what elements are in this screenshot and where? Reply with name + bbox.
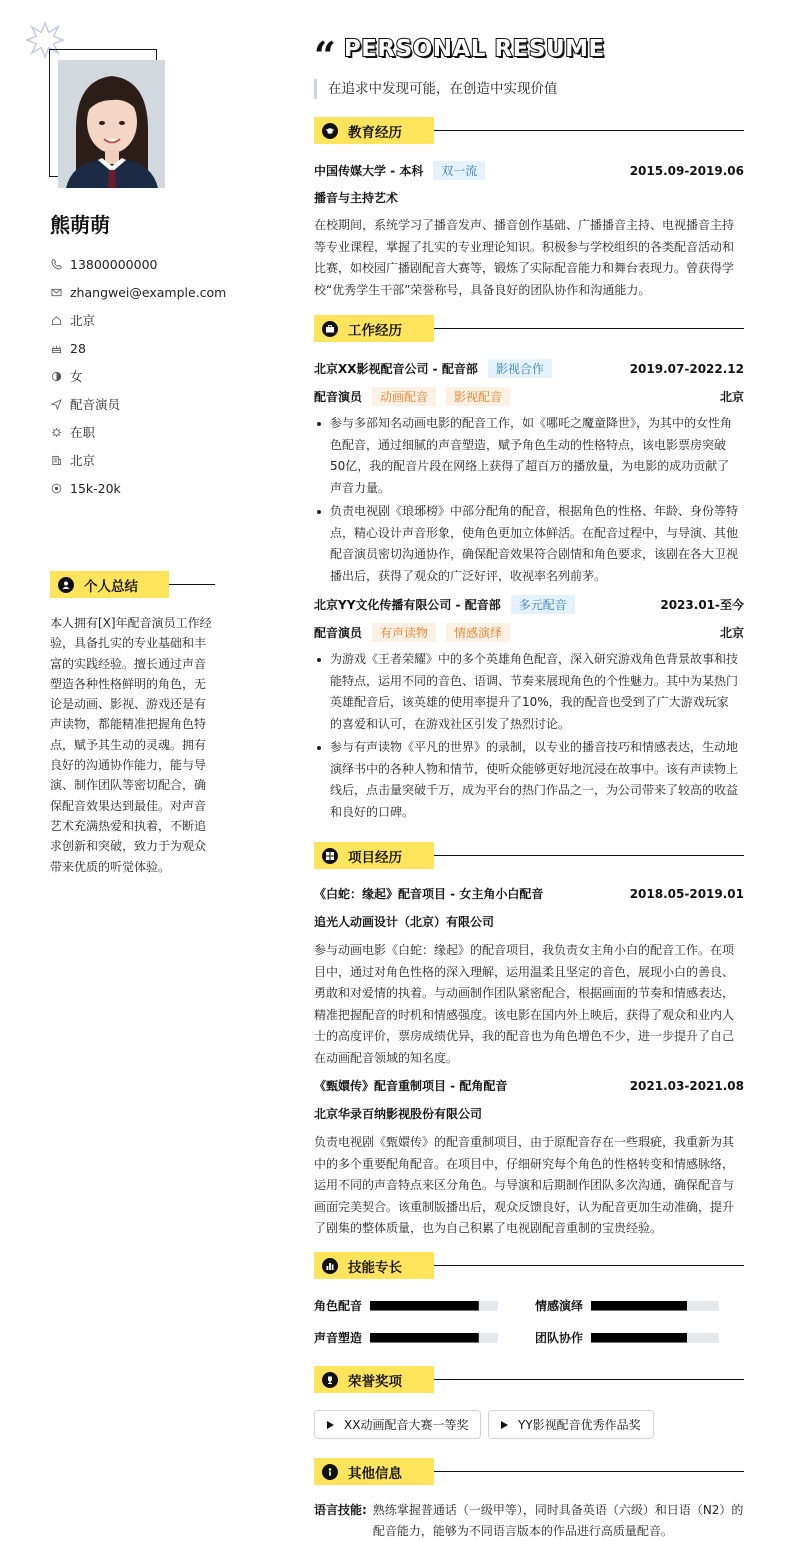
info-row-city (50, 446, 270, 474)
company-name: 北京XX影视配音公司 - 配音部 (314, 362, 478, 376)
section-divider (434, 130, 744, 131)
salary-icon (50, 482, 62, 494)
project-description: 参与动画电影《白蛇：缘起》的配音项目，我负责女主角小白的配音工作。在项目中，通过对角色性格的深入理解，运用温柔且坚定的音色，展现小白的善良、勇敢和对爱情的执着。与动画制作团队紧密配合，根据画面的节奏和情感表达，精准把握配音的时机和情感强度。该电影在国内外上映后，获得了观众和业内人士的高度评价，票房成绩优异，我的配音也为角色增色不少，进一步提升了自己在动画配音领域的知名度。 (314, 943, 735, 1065)
project-name: 《白蛇：缘起》配音项目 - 女主角小白配音 (314, 887, 544, 901)
project-org: 追光人动画设计（北京）有限公司 (314, 915, 495, 929)
skill-bar-fill (591, 1301, 687, 1311)
send-icon (50, 398, 62, 410)
summary-text: 本人拥有[X]年配音演员工作经验，具备扎实的专业基础和丰富的实践经验。擅长通过声音塑造各种性格鲜明的角色，无论是动画、影视、游戏还是有声读物，都能精准把握角色特点，赋予其生动的灵魂。拥有良好的沟通协作能力，能与导演、制作团队等密切配合，确保配音效果达到最佳。对声音艺术充满热爱和执着，不断追求创新和突破，致力于为观众带来优质的听觉体验。 (50, 616, 212, 874)
project-row (314, 885, 744, 902)
skill-name: 声音塑造 (314, 1331, 363, 1345)
school-badge: 双一流 (433, 161, 485, 180)
job-row (314, 595, 744, 614)
project-org-row (314, 1105, 744, 1122)
section-other-header (314, 1458, 744, 1485)
skill-bar (370, 1333, 498, 1343)
section-title: 技能专长 (348, 1259, 402, 1276)
skill-bar (591, 1333, 719, 1343)
project-org-row (314, 913, 744, 930)
phone-value: 13800000000 (70, 256, 158, 272)
phone-icon (50, 258, 62, 270)
graduation-cap-icon (322, 123, 338, 139)
bar-chart-icon (322, 1258, 338, 1274)
job-date: 2023.01-至今 (660, 598, 744, 612)
info-row-status (50, 418, 270, 446)
status-value: 在职 (70, 425, 96, 440)
profile-photo (58, 60, 165, 188)
job-tag: 影视配音 (446, 387, 510, 406)
job-bullets (314, 649, 738, 825)
job-bullets (314, 413, 738, 589)
job-bullet: 参与多部知名动画电影的配音工作，如《哪吒之魔童降世》，为其中的女性角色配音，通过细腻的声音塑造，赋予角色生动的性格特点，该电影票房突破50亿，我的配音片段在网络上获得了超百万的播放量，为电影的成功贡献了声音力量。 (314, 413, 738, 499)
quote-mark: “ (314, 33, 336, 78)
job-bullet: 为游戏《王者荣耀》中的多个英雄角色配音，深入研究游戏角色背景故事和技能特点，运用不同的音色、语调、节奏来展现角色的个性魅力。其中为某热门英雄配音后，该英雄的使用率提升了10%，我的配音也受到了广大游戏玩家的喜爱和认可，在游戏社区引发了热烈讨论。 (314, 649, 738, 735)
section-divider (434, 328, 744, 329)
info-row-age (50, 334, 270, 362)
candidate-name: 熊萌萌 (50, 213, 110, 237)
job-role: 配音演员 (314, 626, 363, 640)
project-org: 北京华录百纳影视股份有限公司 (314, 1107, 483, 1121)
city-value: 北京 (70, 453, 96, 468)
trophy-icon (322, 1372, 338, 1388)
education-description: 在校期间，系统学习了播音发声、播音创作基础、广播播音主持、电视播音主持等专业课程，掌握了扎实的专业理论知识。积极参与学校组织的各类配音活动和比赛，如校园广播剧配音大赛等，锻炼了实际配音能力和舞台表现力。曾获得学校“优秀学生干部”荣誉称号，具备良好的团队协作和沟通能力。 (314, 218, 735, 297)
person-icon (58, 577, 74, 593)
job-row (314, 359, 744, 378)
job-tag: 动画配音 (372, 387, 436, 406)
position-value: 配音演员 (70, 397, 121, 412)
info-row-location (50, 306, 270, 334)
major-row (314, 189, 744, 206)
resume-title (314, 30, 605, 78)
skill-bar (591, 1301, 719, 1311)
gender-value: 女 (70, 369, 83, 384)
skill-name: 情感演绎 (535, 1299, 584, 1313)
job-tag: 情感演绎 (446, 623, 510, 642)
section-skills-header (314, 1252, 744, 1279)
building-icon (50, 454, 62, 466)
section-projects-header (314, 842, 744, 869)
job-date: 2019.07-2022.12 (629, 361, 744, 376)
email-value: zhangwei@example.com (70, 284, 227, 300)
job-role-row (314, 623, 744, 642)
job-city: 北京 (719, 626, 744, 640)
salary-value: 15k-20k (70, 480, 121, 496)
play-icon (327, 1421, 334, 1429)
section-title: 个人总结 (84, 578, 138, 595)
section-divider (434, 1265, 744, 1266)
cake-icon (50, 342, 62, 354)
gender-icon (50, 370, 62, 382)
info-row-salary (50, 474, 270, 502)
section-honors-header (314, 1366, 744, 1393)
job-role-row (314, 387, 744, 406)
grid-icon (322, 848, 338, 864)
award-chip (314, 1410, 481, 1439)
resume-title-text: PERSONAL RESUME (343, 36, 605, 62)
section-title: 荣誉奖项 (348, 1373, 402, 1390)
section-education-header (314, 117, 744, 144)
info-row-gender (50, 362, 270, 390)
slogan: 在追求中发现可能，在创造中实现价值 (314, 79, 558, 99)
section-divider (434, 1471, 744, 1472)
home-icon (50, 314, 62, 326)
play-icon (501, 1421, 508, 1429)
other-key: 语言技能: (314, 1503, 367, 1517)
section-title: 教育经历 (348, 124, 402, 141)
section-divider (434, 1379, 744, 1380)
location-value: 北京 (70, 313, 96, 328)
section-title: 工作经历 (348, 322, 402, 339)
skill-item (535, 1329, 719, 1346)
info-row-email (50, 278, 270, 306)
project-name: 《甄嬛传》配音重制项目 - 配角配音 (314, 1079, 508, 1093)
status-icon (50, 426, 62, 438)
section-title: 其他信息 (348, 1465, 402, 1482)
company-name: 北京YY文化传播有限公司 - 配音部 (314, 598, 501, 612)
school-name: 中国传媒大学 - 本科 (314, 164, 424, 178)
award-chip (488, 1410, 654, 1439)
skill-item (314, 1329, 498, 1346)
briefcase-icon (322, 321, 338, 337)
job-role: 配音演员 (314, 390, 363, 404)
info-icon (322, 1464, 338, 1480)
company-badge: 多元配音 (511, 595, 575, 614)
skill-name: 角色配音 (314, 1299, 363, 1313)
skill-item (314, 1297, 498, 1314)
job-bullet: 负责电视剧《琅琊榜》中部分配角的配音，根据角色的性格、年龄、身份等特点，精心设计声音形象，使角色更加立体鲜活。在配音过程中，与导演、其他配音演员密切沟通协作，确保配音效果符合剧情和角色要求，该剧在各大卫视播出后，获得了观众的广泛好评，收视率名列前茅。 (314, 501, 738, 587)
info-row-position (50, 390, 270, 418)
job-city: 北京 (719, 390, 744, 404)
contact-info-list (50, 250, 270, 502)
section-title: 项目经历 (348, 849, 402, 866)
section-summary-header (50, 571, 215, 598)
award-text: YY影视配音优秀作品奖 (518, 1418, 641, 1432)
other-info-row (314, 1500, 744, 1541)
section-work-header (314, 315, 744, 342)
skill-bar-fill (370, 1301, 479, 1311)
info-row-phone (50, 250, 270, 278)
project-date: 2018.05-2019.01 (629, 886, 744, 901)
skill-name: 团队协作 (535, 1331, 584, 1345)
other-value: 熟练掌握普通话（一级甲等），同时具备英语（六级）和日语（N2）的配音能力，能够为不同语言版本的作品进行高质量配音。 (372, 1503, 744, 1538)
award-text: XX动画配音大赛一等奖 (344, 1418, 469, 1432)
job-bullet: 参与有声读物《平凡的世界》的录制，以专业的播音技巧和情感表达，生动地演绎书中的各种人物和情节，使听众能够更好地沉浸在故事中。该有声读物上线后，点击量突破千万，成为平台的热门作品之一，为公司带来了较高的收益和良好的口碑。 (314, 737, 738, 823)
section-divider (169, 584, 215, 585)
age-value: 28 (70, 340, 86, 356)
skill-bar-fill (591, 1333, 687, 1343)
education-row (314, 161, 744, 180)
major-name: 播音与主持艺术 (314, 191, 399, 205)
job-tag: 有声读物 (372, 623, 436, 642)
skill-bar (370, 1301, 498, 1311)
company-badge: 影视合作 (488, 359, 552, 378)
project-row (314, 1077, 744, 1094)
project-description: 负责电视剧《甄嬛传》的配音重制项目，由于原配音存在一些瑕疵，我重新为其中的多个重要配角配音。在项目中，仔细研究每个角色的性格转变和情感脉络，运用不同的声音特点来区分角色。与导演和后期制作团队多次沟通，确保配音与画面完美契合。该重制版播出后，观众反馈良好，认为配音更加生动准确，提升了剧集的整体质量，也为自己积累了电视剧配音重制的宝贵经验。 (314, 1135, 735, 1235)
education-date: 2015.09-2019.06 (629, 163, 744, 178)
mail-icon (50, 286, 62, 298)
skill-item (535, 1297, 719, 1314)
project-date: 2021.03-2021.08 (629, 1078, 744, 1093)
skill-bar-fill (370, 1333, 479, 1343)
section-divider (434, 855, 744, 856)
